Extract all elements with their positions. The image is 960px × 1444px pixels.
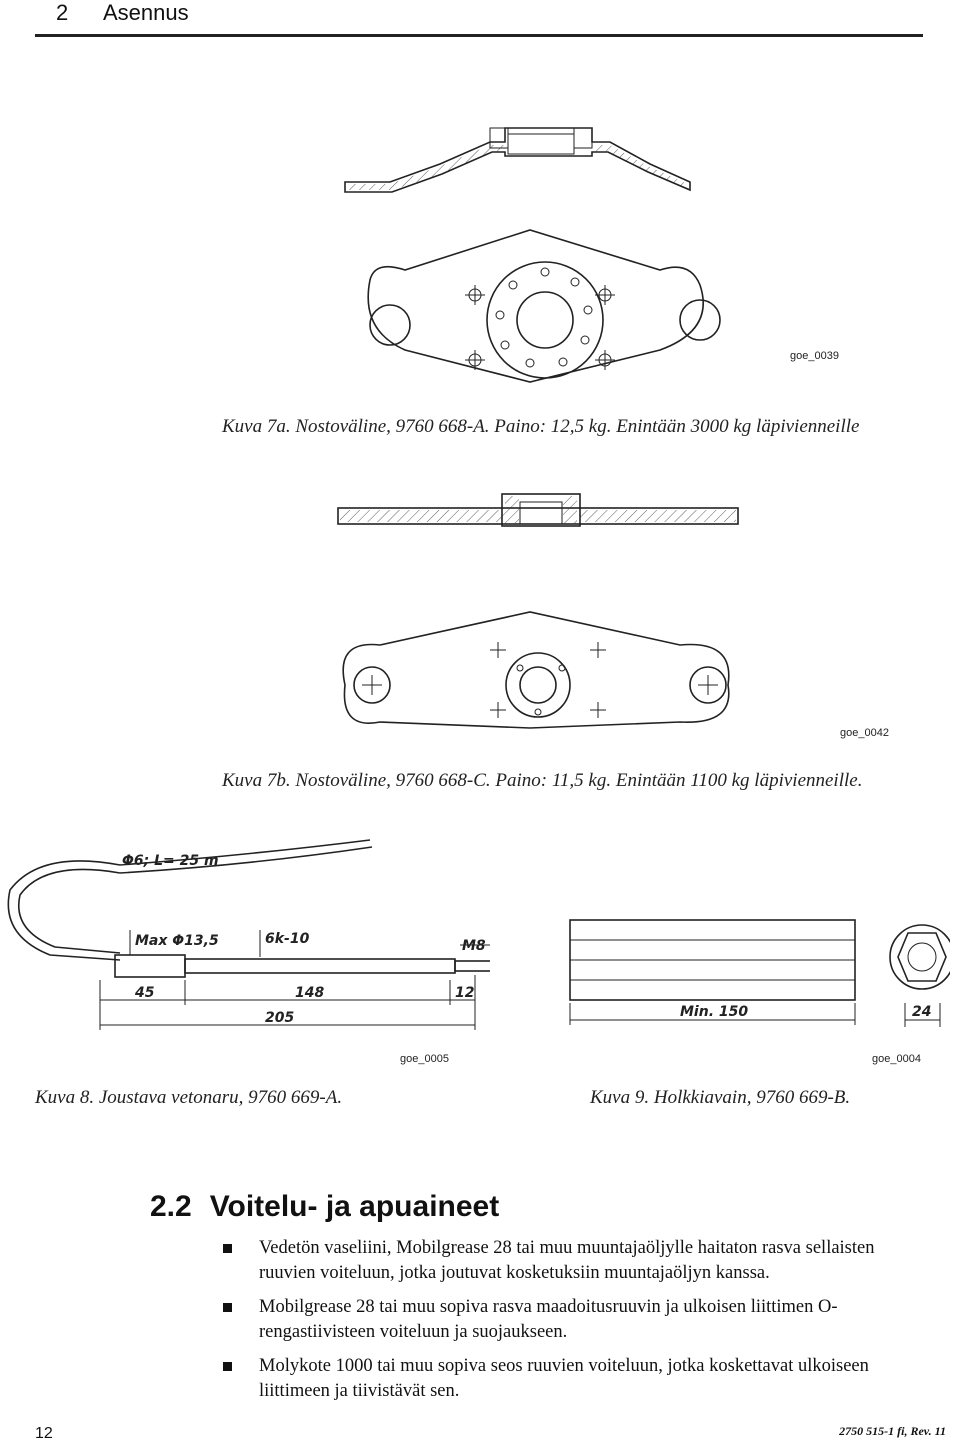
figure-8-label-45: 45 (135, 985, 155, 1001)
figure-8-code: goe_0005 (400, 1053, 449, 1065)
section-number: 2.2 (150, 1190, 192, 1223)
figure-7b-caption: Kuva 7b. Nostoväline, 9760 668-C. Paino: 11,5 kg. Enintään 1100 kg läpivienneille. (222, 770, 863, 791)
figure-8-label-148: 148 (295, 985, 325, 1001)
bullet-marker (222, 1302, 236, 1316)
section-title: Voitelu- ja apuaineet (209, 1190, 500, 1223)
document-id: 2750 515-1 fi, Rev. 11 (839, 1424, 946, 1438)
figure-7a-caption: Kuva 7a. Nostoväline, 9760 668-A. Paino: 12,5 kg. Enintään 3000 kg läpivienneille (222, 416, 860, 437)
figure-7b-code: goe_0042 (840, 727, 889, 739)
header-rule (35, 34, 923, 37)
figure-8-label-6k10: 6k-10 (265, 931, 310, 947)
figure-9-drawing (560, 905, 950, 1030)
figure-8-label-12: 12 (455, 985, 475, 1001)
figure-8-label-205: 205 (265, 1010, 295, 1026)
bullet-text: Mobilgrease 28 tai muu sopiva rasva maadoitusruuvin ja ulkoisen liittimen O-rengastiivisteen voiteluun ja suojaukseen. (259, 1297, 838, 1342)
bullet-marker (222, 1243, 236, 1257)
figure-8-label-m8: M8 (462, 938, 486, 954)
chapter-number: 2 (56, 0, 69, 25)
bullet-text: Vedetön vaseliini, Mobilgrease 28 tai muu muuntajaöljylle haitaton rasva sellaisten ruuvien voiteluun, jotka joutuvat kosketuksiin muuntajaöljyn kanssa. (259, 1238, 875, 1283)
section-heading (150, 1190, 499, 1224)
figure-8-label-rope: Φ6; L= 25 m (122, 853, 219, 869)
chapter-title: Asennus (103, 0, 189, 25)
figure-9-label-24: 24 (912, 1004, 932, 1020)
figure-8-label-max: Max Φ13,5 (135, 933, 219, 949)
page-number: 12 (35, 1425, 53, 1442)
figure-8-caption: Kuva 8. Joustava vetonaru, 9760 669-A. (35, 1087, 343, 1108)
figure-9-label-min150: Min. 150 (680, 1004, 749, 1020)
figure-7a-code: goe_0039 (790, 350, 839, 362)
figure-9-code: goe_0004 (872, 1053, 921, 1065)
bullet-marker (222, 1361, 236, 1375)
figure-9-caption: Kuva 9. Holkkiavain, 9760 669-B. (590, 1087, 851, 1108)
bullet-text: Molykote 1000 tai muu sopiva seos ruuvien voiteluun, jotka koskettavat ulkoiseen liittimeen ja tiivistävät sen. (259, 1356, 869, 1401)
figure-7a-drawing (330, 120, 750, 400)
figure-8-drawing (0, 835, 490, 1035)
figure-7b-drawing (330, 490, 750, 730)
